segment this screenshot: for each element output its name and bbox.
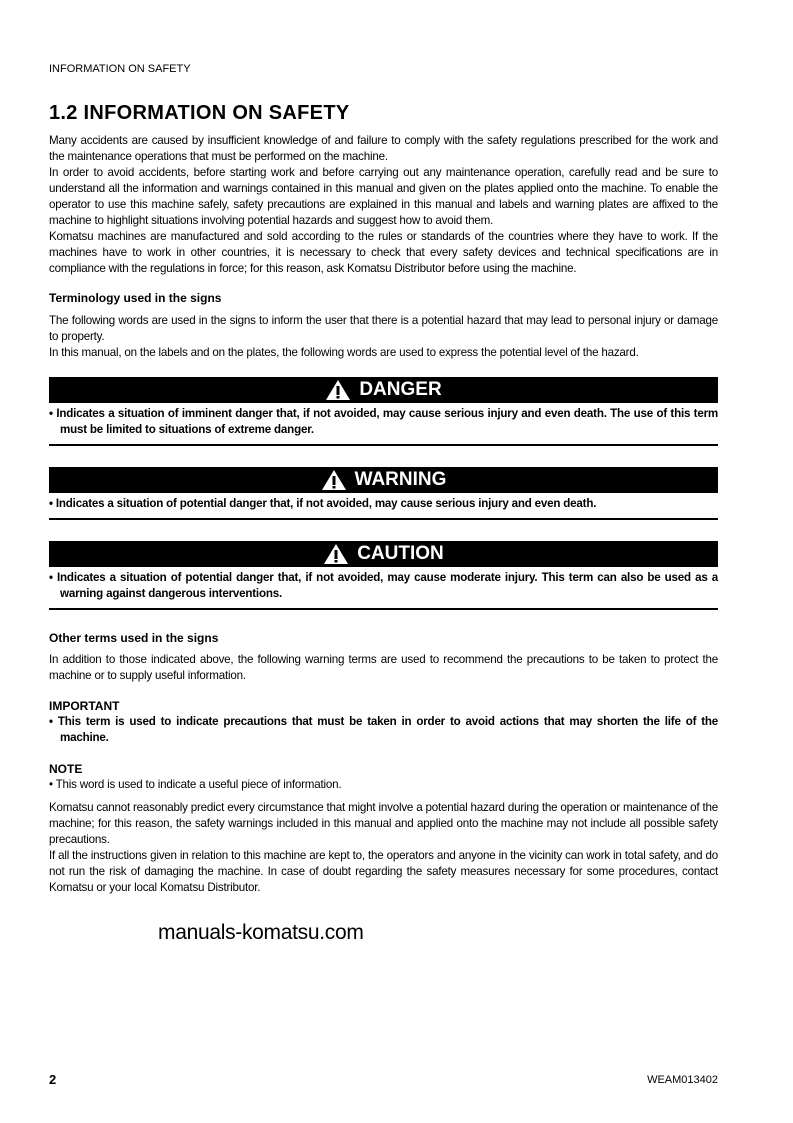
paragraph: The following words are used in the signs to inform the user that there is a potential hazard that may lead to personal injury or damage to property. [49, 314, 718, 343]
section-title: 1.2 INFORMATION ON SAFETY [49, 102, 350, 124]
paragraph: In order to avoid accidents, before starting work and before carrying out any maintenance operation, carefully read and be sure to understand all the information and warnings contained in this manual and given on the plates applied onto the machine. To enable the operator to use this machine safely, safety precautions are explained in this manual and labels and warning plates are affixed to the machine to highlight situations involving potential hazards and suggest how to avoid them. [49, 166, 718, 227]
danger-bar [49, 377, 718, 403]
terminology-heading: Terminology used in the signs [49, 291, 222, 305]
warning-bar [49, 467, 718, 493]
important-description: This term is used to indicate precautions that must be taken in order to avoid actions that may shorten the life of the machine. [57, 715, 718, 744]
divider [49, 608, 718, 610]
paragraph: If all the instructions given in relation to this machine are kept to, the operators and anyone in the vicinity can work in total safety, and do not run the risk of damaging the machine. In case of doubt regarding the safety measures necessary for some procedures, contact Komatsu or your local Komatsu Distributor. [49, 849, 718, 894]
page-body [49, 62, 718, 946]
intro [49, 133, 718, 277]
other-terms-heading: Other terms used in the signs [49, 631, 219, 645]
warning-label: WARNING [354, 469, 447, 490]
terminology-body [49, 313, 718, 361]
caution-description: Indicates a situation of potential danger that, if not avoided, may cause moderate injury. This term can also be used as a warning against dangerous interventions. [57, 571, 718, 600]
warning-description: Indicates a situation of potential danger that, if not avoided, may cause serious injury and even death. [55, 497, 597, 510]
closing [49, 800, 718, 896]
warning-triangle-icon [323, 543, 349, 565]
warning-sign [49, 467, 718, 520]
note-text: • This word is used to indicate a useful piece of information. [49, 778, 342, 791]
note-label: NOTE [49, 762, 83, 776]
important-label: IMPORTANT [49, 699, 120, 713]
danger-text: • Indicates a situation of imminent danger that, if not avoided, may cause serious injury and even death. The use of this term must be limited to situations of extreme danger. [49, 407, 718, 436]
other-terms-paragraph: In addition to those indicated above, the following warning terms are used to recommend the precautions to be taken to protect the machine or to supply useful information. [49, 653, 718, 682]
warning-text: • Indicates a situation of potential danger that, if not avoided, may cause serious injury and even death. [49, 497, 597, 510]
danger-description: Indicates a situation of imminent danger that, if not avoided, may cause serious injury and even death. The use of this term must be limited to situations of extreme danger. [56, 407, 718, 436]
caution-label: CAUTION [357, 543, 444, 564]
danger-label: DANGER [359, 379, 442, 400]
caution-sign [49, 541, 718, 610]
warning-triangle-icon [325, 379, 351, 401]
caution-bar [49, 541, 718, 567]
warning-triangle-icon [321, 469, 347, 491]
document-code: WEAM013402 [647, 1074, 718, 1086]
running-header: INFORMATION ON SAFETY [49, 63, 191, 75]
watermark: manuals-komatsu.com [158, 921, 364, 944]
important-text: • This term is used to indicate precautions that must be taken in order to avoid actions that may shorten the life of the machine. [49, 715, 718, 744]
page-number: 2 [49, 1072, 57, 1087]
paragraph: Komatsu cannot reasonably predict every circumstance that might involve a potential hazard during the operation or maintenance of the machine; for this reason, the safety warnings included in this manual and applied onto the machine may not include all possible safety precautions. [49, 801, 718, 846]
paragraph: Komatsu machines are manufactured and sold according to the rules or standards of the countries where they have to work. If the machines have to work in other countries, it is necessary to check that every safety devices and technical specifications are in compliance with the regulations in force; for this reason, ask Komatsu Distributor before using the machine. [49, 230, 718, 275]
danger-sign [49, 377, 718, 446]
divider [49, 444, 718, 446]
caution-text: • Indicates a situation of potential danger that, if not avoided, may cause moderate injury. This term can also be used as a warning against dangerous interventions. [49, 571, 718, 600]
paragraph: Many accidents are caused by insufficient knowledge of and failure to comply with the safety regulations prescribed for the work and the maintenance operations that must be performed on the machine. [49, 134, 718, 163]
note-description: This word is used to indicate a useful piece of information. [55, 778, 342, 791]
paragraph: In this manual, on the labels and on the plates, the following words are used to express the potential level of the hazard. [49, 346, 639, 359]
divider [49, 518, 718, 520]
